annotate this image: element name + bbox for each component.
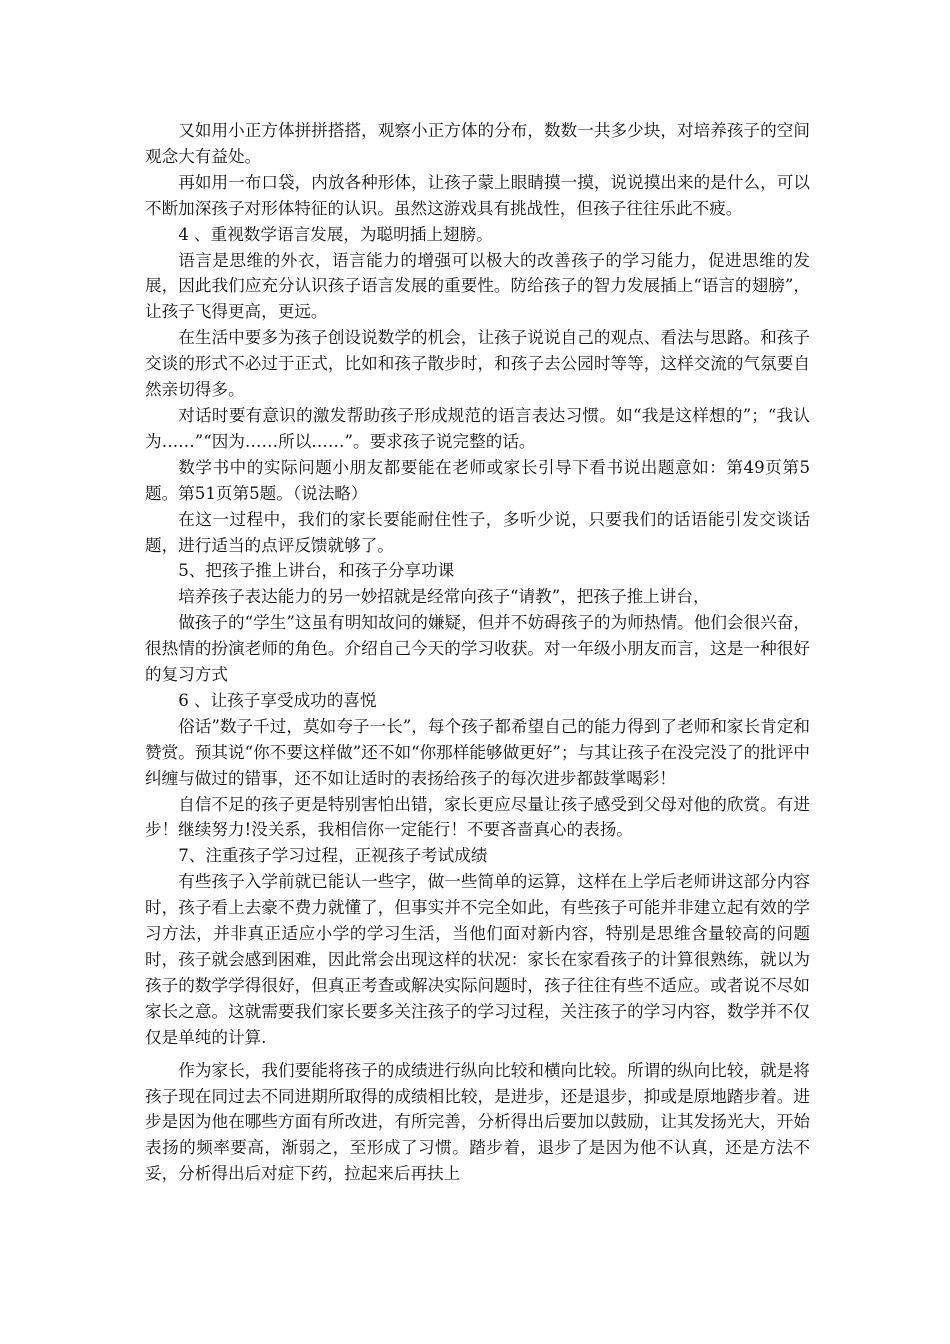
paragraph-cloth-bag: 再如用一布口袋，内放各种形体，让孩子蒙上眼睛摸一摸，说说摸出来的是什么，可以不断加深孩子对形体特征的认识。虽然这游戏具有挑战性，但孩子往往乐此不疲。: [145, 172, 810, 218]
paragraph-cube-stacking: 又如用小正方体拼拼搭搭，观察小正方体的分布，数数一共多少块，对培养孩子的空间观念大有益处。: [145, 121, 810, 166]
paragraph-daily-life-talk: 在生活中要多为孩子创设说数学的机会，让孩子说说自己的观点、看法与思路。和孩子交谈的形式不必过于正式，比如和孩子散步时，和孩子去公园时等等，这样交流的气氛要自然亲切得多。: [145, 328, 810, 400]
section-heading-7: 7、注重孩子学习过程，正视孩子考试成绩: [178, 846, 488, 866]
paragraph-be-student: 做孩子的“学生”这虽有明知故问的嫌疑，但并不妨碍孩子的为师热情。他们会很兴奋，很热情的扮演老师的角色。介绍自己今天的学习收获。对一年级小朋友而言，这是一种很好的复习方式: [145, 613, 810, 685]
paragraph-grade-comparison: 作为家长，我们要能将孩子的成绩进行纵向比较和横向比较。所谓的纵向比较，就是将孩子现在同过去不同进期所取得的成绩相比较，是进步，还是退步，抑或是原地踏步着。进步是因为他在哪些方面有所改进，有所完善，分析得出后要加以鼓励，让其发扬光大，开始表扬的频率要高，渐弱之，至形成了习惯。踏步着，退步了是因为他不认真，还是方法不妥，分析得出后对症下药，拉起来后再扶上: [145, 1060, 810, 1184]
section-heading-4: 4 、重视数学语言发展，为聪明插上翅膀。: [178, 224, 493, 244]
paragraph-language-thinking: 语言是思维的外衣，语言能力的增强可以极大的改善孩子的学习能力，促进思维的发展，因此我们应充分认识孩子语言发展的重要性。防给孩子的智力发展插上“语言的翅膀”，让孩子飞得更高，更远。: [145, 250, 810, 322]
paragraph-dialogue-habits: 对话时要有意识的激发帮助孩子形成规范的语言表达习惯。如“我是这样想的”；“我认为……”“因为……所以……”。要求孩子说完整的话。: [145, 405, 810, 451]
paragraph-ask-child: 培养孩子表达能力的另一妙招就是经常向孩子“请教”，把孩子推上讲台，: [178, 587, 710, 607]
paragraph-praise: 俗话”数子千过，莫如夸子一长”，每个孩子都希望自己的能力得到了老师和家长肯定和赞赏。预其说“你不要这样做”还不如“你那样能够做更好”；与其让孩子在没完没了的批评中纠缠与做过的错事，还不如让适时的表扬给孩子的每次进步都鼓掌喝彩！: [145, 716, 810, 788]
paragraph-textbook-problems: 数学书中的实际问题小朋友都要能在老师或家长引导下看书说出题意如：第49页第5题。第51页第5题。（说法略）: [145, 457, 810, 503]
paragraph-confidence: 自信不足的孩子更是特别害怕出错，家长更应尽量让孩子感受到父母对他的欣赏。有进步！继续努力!没关系，我相信你一定能行！不要吝啬真心的表扬。: [145, 794, 810, 840]
paragraph-learning-process: 有些孩子入学前就已能认一些字，做一些简单的运算，这样在上学后老师讲这部分内容时，孩子看上去豪不费力就懂了，但事实并不完全如此，有些孩子可能并非建立起有效的学习方法，并非真正适应小学的学习生活，当他们面对新内容，特别是思维含量较高的问题时，孩子就会感到困难，因此常会出现这样的状况：家长在家看孩子的计算很熟练，就以为孩子的数学学得很好，但真正考查或解决实际问题时，孩子往往有些不适应。或者说不尽如家长之意。这就需要我们家长要多关注孩子的学习过程，关注孩子的学习内容，数学并不仅仅是单纯的计算.: [145, 872, 810, 1047]
section-heading-5: 5、把孩子推上讲台，和孩子分享功课: [178, 561, 455, 581]
section-heading-6: 6 、让孩子享受成功的喜悦: [178, 690, 377, 710]
paragraph-patience: 在这一过程中，我们的家长要能耐住性子，多听少说，只要我们的话语能引发交谈话题，进行适当的点评反馈就够了。: [145, 509, 810, 555]
document-body: [145, 118, 810, 1187]
